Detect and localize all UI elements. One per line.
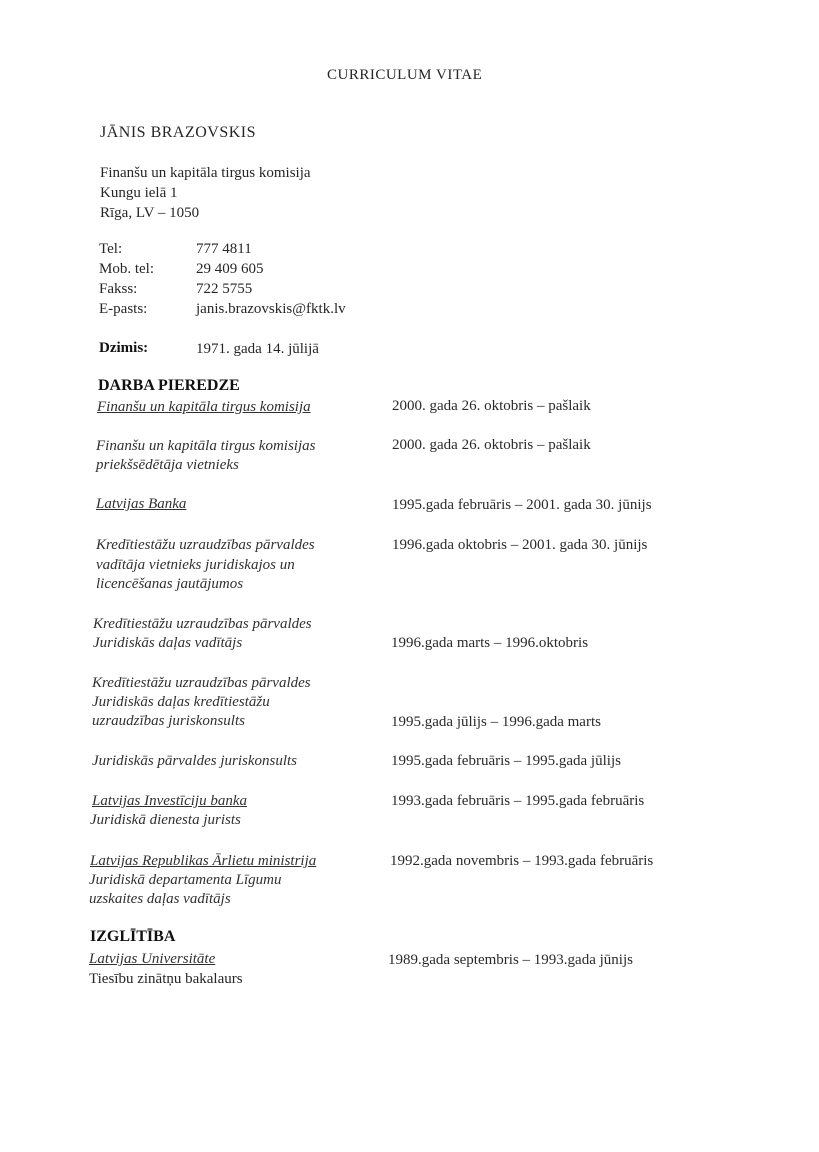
education-degree: Tiesību zinātņu bakalaurs <box>89 971 243 987</box>
position-title: Kredītiestāžu uzraudzības pārvaldes <box>96 537 315 553</box>
position-title: Kredītiestāžu uzraudzības pārvaldes <box>93 616 312 632</box>
entry-date: 1995.gada jūlijs – 1996.gada marts <box>391 714 601 730</box>
position-title: Juridiskā dienesta jurists <box>90 812 241 828</box>
entry-date: 1995.gada februāris – 2001. gada 30. jūnijs <box>392 497 652 513</box>
address-line: Kungu ielā 1 <box>100 185 178 201</box>
entry-date: 1996.gada marts – 1996.oktobris <box>391 635 589 651</box>
mobile-value: 29 409 605 <box>196 261 264 277</box>
position-title: Finanšu un kapitāla tirgus komisijas <box>96 438 316 454</box>
email-value: janis.brazovskis@fktk.lv <box>196 301 346 317</box>
person-name: JĀNIS BRAZOVSKIS <box>100 124 257 141</box>
education-date: 1989.gada septembris – 1993.gada jūnijs <box>388 952 633 968</box>
entry-date: 1992.gada novembris – 1993.gada februāris <box>390 853 654 869</box>
fax-value: 722 5755 <box>196 281 253 297</box>
position-title: Juridiskās daļas kredītiestāžu <box>92 694 270 710</box>
contact-label: Fakss: <box>99 281 138 297</box>
employer-name: Latvijas Republikas Ārlietu ministrija <box>90 853 317 869</box>
experience-heading: DARBA PIEREDZE <box>98 377 240 394</box>
birth-value: 1971. gada 14. jūlijā <box>196 341 319 357</box>
entry-date: 2000. gada 26. oktobris – pašlaik <box>392 437 591 453</box>
entry-date: 1996.gada oktobris – 2001. gada 30. jūnijs <box>392 537 648 553</box>
address-line: Rīga, LV – 1050 <box>100 205 200 221</box>
entry-date: 1993.gada februāris – 1995.gada februāris <box>391 793 645 809</box>
position-title: vadītāja vietnieks juridiskajos un <box>96 557 295 573</box>
phone-value: 777 4811 <box>196 241 252 257</box>
education-heading: IZGLĪTĪBA <box>90 928 176 945</box>
contact-label: Tel: <box>99 241 123 257</box>
position-title: licencēšanas jautājumos <box>96 576 244 592</box>
education-institution: Latvijas Universitāte <box>89 951 216 967</box>
position-title: uzskaites daļas vadītājs <box>89 891 231 907</box>
address-line: Finanšu un kapitāla tirgus komisija <box>100 165 311 181</box>
employer-name: Latvijas Banka <box>96 496 187 512</box>
position-title: Kredītiestāžu uzraudzības pārvaldes <box>92 675 311 691</box>
position-title: Juridiskā departamenta Līgumu <box>89 872 282 888</box>
position-title: Juridiskās pārvaldes juriskonsults <box>92 753 297 769</box>
entry-date: 2000. gada 26. oktobris – pašlaik <box>392 398 591 414</box>
employer-name: Latvijas Investīciju banka <box>92 793 247 809</box>
contact-label: E-pasts: <box>99 301 148 317</box>
page-title: CURRICULUM VITAE <box>327 67 483 83</box>
entry-date: 1995.gada februāris – 1995.gada jūlijs <box>391 753 621 769</box>
contact-label: Mob. tel: <box>99 261 154 277</box>
employer-name: Finanšu un kapitāla tirgus komisija <box>97 399 311 415</box>
birth-label: Dzimis: <box>99 340 149 356</box>
position-title: Juridiskās daļas vadītājs <box>93 635 243 651</box>
position-title: uzraudzības juriskonsults <box>92 713 245 729</box>
position-title: priekšsēdētāja vietnieks <box>96 457 239 473</box>
